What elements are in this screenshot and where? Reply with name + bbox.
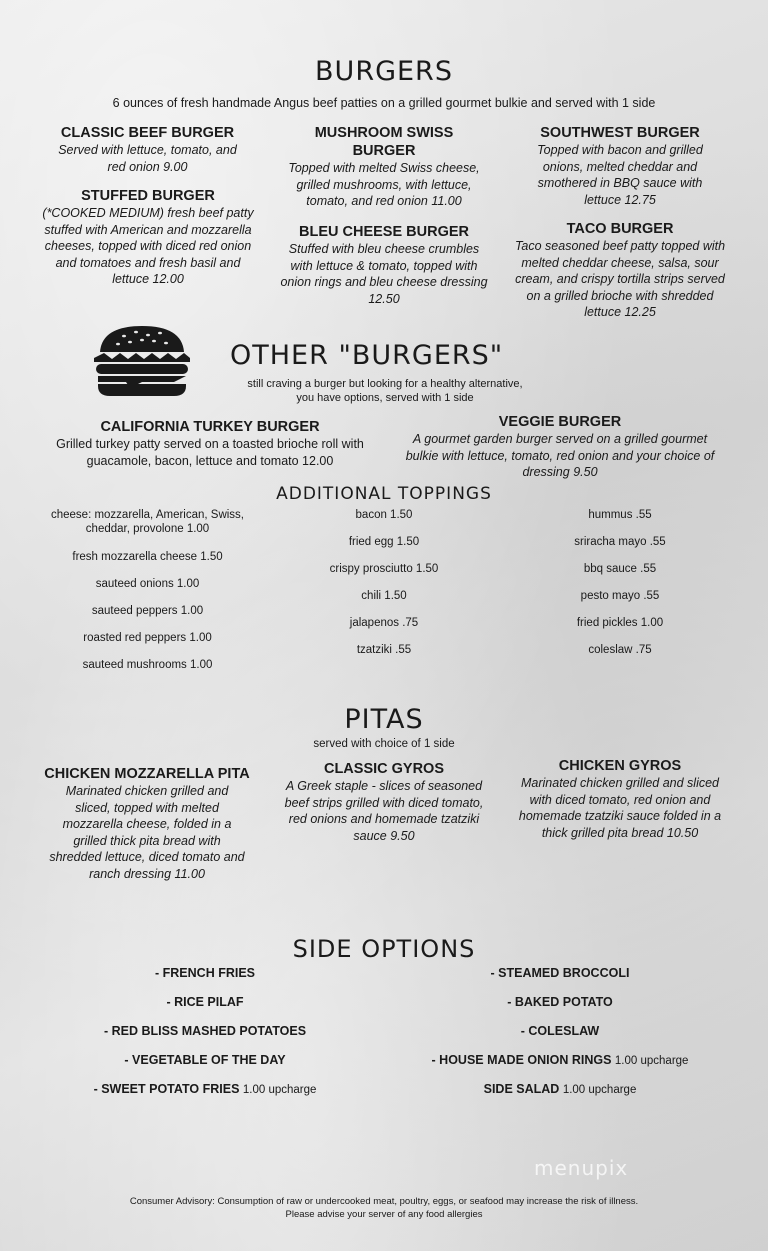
side-name: - FRENCH FRIES [155, 966, 255, 980]
other-burgers-subtitle [220, 377, 550, 405]
side-name: SIDE SALAD [483, 1082, 560, 1096]
sides-column-right [400, 966, 720, 1111]
subtitle-line: you have options, served with 1 side [296, 392, 474, 404]
menu-item [40, 124, 255, 175]
burger-icon [90, 322, 194, 398]
item-name: SOUTHWEST BURGER [540, 125, 700, 141]
item-description: A gourmet garden burger served on a grilled gourmet bulkie with lettuce, tomato, red onion and your choice of dressing 9.50 [405, 432, 715, 479]
side-name: - BAKED POTATO [507, 995, 613, 1009]
item-description: Stuffed with bleu cheese crumbles with lettuce & tomato, topped with onion rings and bleu cheese dressing 12.50 [280, 242, 488, 306]
menu-item [50, 418, 370, 469]
topping-item: roasted red peppers 1.00 [83, 632, 212, 644]
pitas-title: PITAS [344, 704, 424, 735]
sides-column-left [60, 966, 350, 1111]
side-item [60, 966, 350, 995]
item-name: MUSHROOM SWISS BURGER [314, 125, 454, 159]
menu-item [38, 187, 258, 288]
advisory-line: Please advise your server of any food allergies [285, 1209, 483, 1220]
item-name: CLASSIC GYROS [323, 761, 445, 777]
side-item [400, 966, 720, 995]
topping-item: tzatziki .55 [356, 644, 412, 656]
item-description: Taco seasoned beef patty topped with melted cheddar cheese, salsa, sour cream, and crispy tortilla strips served on a grilled brioche with shredded lettuce 12.25 [514, 239, 726, 319]
topping-item: cheese: mozzarella, American, Swiss, cheddar, provolone 1.00 [50, 509, 245, 535]
item-name: CHICKEN MOZZARELLA PITA [44, 766, 250, 782]
topping-item: chili 1.50 [361, 590, 407, 602]
advisory-line: Consumer Advisory: Consumption of raw or undercooked meat, poultry, eggs, or seafood may increase the risk of illness. [129, 1196, 639, 1207]
burgers-subtitle: 6 ounces of fresh handmade Angus beef patties on a grilled gourmet bulkie and served with 1 side [112, 96, 656, 110]
topping-item: crispy prosciutto 1.50 [329, 563, 439, 575]
toppings-column-3 [530, 508, 710, 670]
item-name: BLEU CHEESE BURGER [299, 224, 469, 240]
side-item [400, 995, 720, 1024]
menupix-watermark: menupix [534, 1156, 629, 1180]
consumer-advisory [0, 1195, 768, 1221]
item-name: CLASSIC BEEF BURGER [60, 125, 235, 141]
side-name: - HOUSE MADE ONION RINGS [431, 1053, 612, 1067]
topping-item: coleslaw .75 [588, 644, 652, 656]
topping-item: sauteed onions 1.00 [95, 578, 200, 590]
side-item [400, 1053, 720, 1082]
menu-item [276, 760, 492, 844]
toppings-title: ADDITIONAL TOPPINGS [276, 484, 492, 504]
item-description: Topped with bacon and grilled onions, melted cheddar and smothered in BBQ sauce with lettuce 12.75 [537, 143, 703, 207]
topping-item: fried egg 1.50 [348, 536, 420, 548]
item-description: Topped with melted Swiss cheese, grilled mushrooms, with lettuce, tomato, and red onion 11.00 [288, 161, 480, 208]
topping-item: bbq sauce .55 [583, 563, 657, 575]
topping-item: fried pickles 1.00 [576, 617, 664, 629]
item-name: STUFFED BURGER [81, 188, 215, 204]
side-item [60, 1053, 350, 1082]
side-name: - RICE PILAF [166, 995, 244, 1009]
item-description: Marinated chicken grilled and sliced with diced tomato, red onion and homemade tzatziki sauce folded in a thick grilled pita bread 10.50 [518, 776, 722, 840]
side-upcharge: 1.00 upcharge [614, 1055, 689, 1067]
side-name: - SWEET POTATO FRIES [93, 1082, 240, 1096]
menu-item [512, 757, 728, 841]
topping-item: sauteed peppers 1.00 [91, 605, 204, 617]
topping-item: fresh mozzarella cheese 1.50 [72, 551, 223, 563]
menu-item [512, 220, 728, 321]
topping-item: jalapenos .75 [349, 617, 419, 629]
menu-item [280, 124, 488, 210]
side-name: - VEGETABLE OF THE DAY [124, 1053, 286, 1067]
item-description: A Greek staple - slices of seasoned beef strips grilled with diced tomato, red onions and homemade tzatziki sauce 9.50 [284, 779, 484, 843]
sides-title: SIDE OPTIONS [292, 935, 476, 963]
side-item [400, 1082, 720, 1111]
side-upcharge: 1.00 upcharge [562, 1084, 637, 1096]
menu-item [516, 124, 724, 208]
topping-item: pesto mayo .55 [580, 590, 660, 602]
item-description: Marinated chicken grilled and sliced, topped with melted mozzarella cheese, folded in a grilled thick pita bread with shredded lettuce, diced tomato and ranch dressing 11.00 [49, 784, 245, 881]
side-item [400, 1024, 720, 1053]
toppings-column-2 [290, 508, 478, 670]
item-name: CHICKEN GYROS [558, 758, 682, 774]
menu-item [42, 765, 252, 882]
side-upcharge: 1.00 upcharge [242, 1084, 317, 1096]
menu-item [278, 223, 490, 307]
subtitle-line: still craving a burger but looking for a healthy alternative, [247, 378, 523, 390]
topping-item: bacon 1.50 [355, 509, 413, 521]
side-name: - COLESLAW [520, 1024, 600, 1038]
side-item [60, 1082, 350, 1111]
item-description: Grilled turkey patty served on a toasted brioche roll with guacamole, bacon, lettuce and tomato 12.00 [56, 437, 364, 468]
topping-item: sriracha mayo .55 [574, 536, 666, 548]
item-name: CALIFORNIA TURKEY BURGER [100, 419, 320, 435]
burgers-title: BURGERS [315, 56, 453, 87]
topping-item: hummus .55 [588, 509, 652, 521]
menu-item [396, 413, 724, 481]
toppings-column-1 [40, 508, 255, 685]
side-item [60, 995, 350, 1024]
topping-item: sauteed mushrooms 1.00 [82, 659, 213, 671]
pitas-subtitle: served with choice of 1 side [313, 738, 455, 750]
item-description: (*COOKED MEDIUM) fresh beef patty stuffed with American and mozzarella cheeses, topped with diced red onion and tomatoes and fresh basil and lettuce 12.00 [42, 206, 254, 286]
item-name: VEGGIE BURGER [498, 414, 622, 430]
side-item [60, 1024, 350, 1053]
item-name: TACO BURGER [566, 221, 674, 237]
item-description: Served with lettuce, tomato, and red onion 9.00 [58, 143, 237, 174]
other-burgers-title: OTHER "BURGERS" [230, 340, 504, 371]
side-name: - RED BLISS MASHED POTATOES [103, 1024, 307, 1038]
side-name: - STEAMED BROCCOLI [490, 966, 630, 980]
